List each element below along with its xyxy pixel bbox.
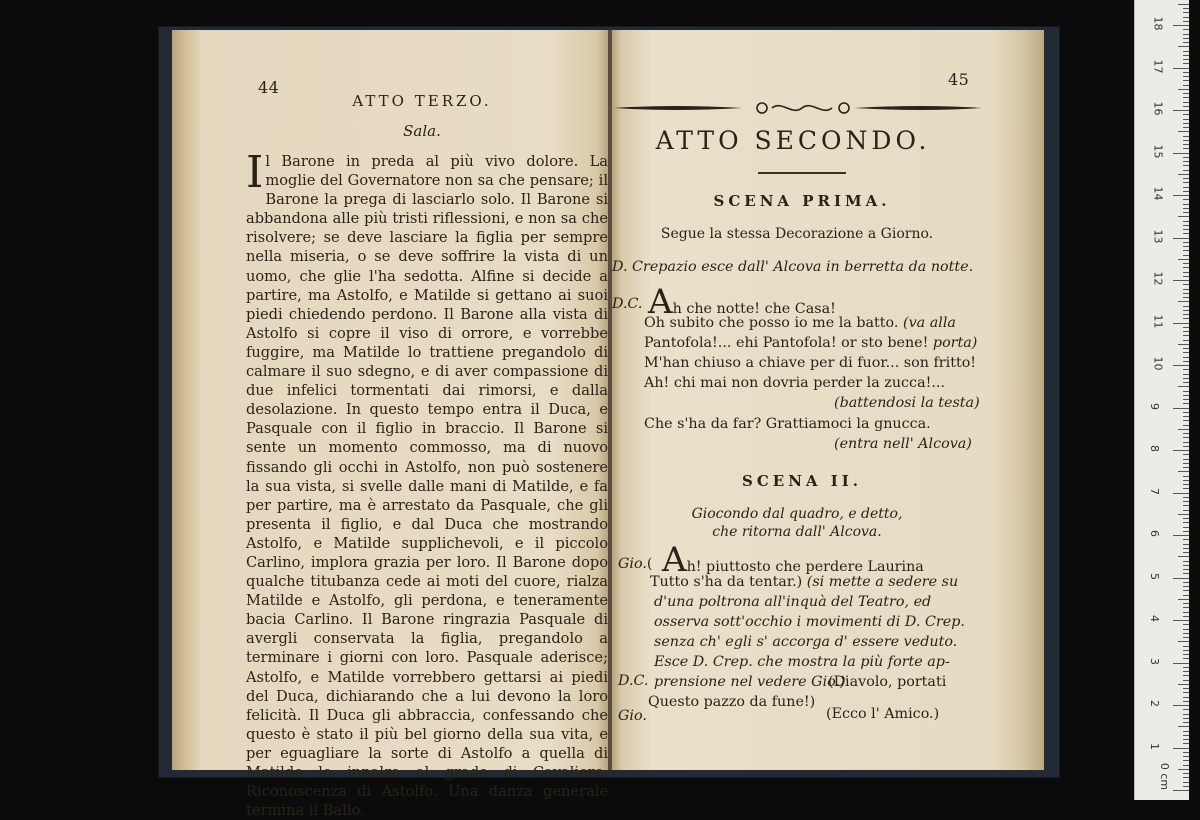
- dc-line-3-text: Pantofola!... ehi Pantofola! or sto bene!: [644, 335, 929, 351]
- ruler-tick: [1183, 144, 1189, 145]
- ruler-tick: [1183, 654, 1189, 655]
- dc-line-7: Che s'ha da far? Grattiamoci la gnucca.: [644, 416, 931, 432]
- ruler-tick: [1173, 153, 1189, 154]
- ruler-tick: [1183, 569, 1189, 570]
- dc-line-2-text: Oh subito che posso io me la batto.: [644, 315, 899, 331]
- ruler-tick: [1183, 246, 1189, 247]
- ruler-tick: [1183, 603, 1189, 604]
- measurement-ruler: [1134, 0, 1189, 800]
- ruler-tick: [1173, 493, 1189, 494]
- ruler-tick: [1183, 352, 1189, 353]
- ruler-tick: [1183, 607, 1189, 608]
- ruler-tick: [1178, 684, 1189, 685]
- page-number-left: 44: [258, 78, 280, 97]
- dc-line-5: Ah! chi mai non dovria perder la zucca!...: [644, 375, 945, 391]
- scene-stage-2b: che ritorna dall' Alcova.: [712, 524, 882, 540]
- ruler-tick: [1183, 314, 1189, 315]
- ruler-tick: [1183, 374, 1189, 375]
- ruler-tick: [1183, 306, 1189, 307]
- ruler-tick: [1183, 165, 1189, 166]
- ruler-tick: [1178, 599, 1189, 600]
- ruler-tick: [1183, 212, 1189, 213]
- ruler-tick: [1183, 391, 1189, 392]
- ruler-tick: [1183, 739, 1189, 740]
- ruler-tick: [1183, 573, 1189, 574]
- ruler-tick: [1183, 55, 1189, 56]
- ruler-tick: [1183, 735, 1189, 736]
- ruler-tick: [1183, 127, 1189, 128]
- ruler-tick: [1183, 633, 1189, 634]
- gio-direction-7: prensione nel vedere Gio.): [654, 674, 846, 690]
- title-rule: [758, 172, 846, 174]
- ruler-tick: [1183, 242, 1189, 243]
- ruler-tick: [1183, 531, 1189, 532]
- dc-line-1: [648, 282, 836, 322]
- ruler-tick: [1183, 412, 1189, 413]
- ruler-tick: [1183, 782, 1189, 783]
- ruler-label: 16: [1151, 101, 1165, 116]
- ruler-tick: [1183, 522, 1189, 523]
- ruler-tick: [1183, 123, 1189, 124]
- ruler-tick: [1178, 641, 1189, 642]
- speaker-dc-2: D.C.: [618, 673, 649, 689]
- ruler-label: 1: [1148, 742, 1161, 750]
- scene-stage-1: Segue la stessa Decorazione a Giorno.: [660, 226, 934, 242]
- ruler-tick: [1183, 731, 1189, 732]
- ruler-tick: [1183, 667, 1189, 668]
- ruler-tick: [1183, 284, 1189, 285]
- ruler-tick: [1183, 518, 1189, 519]
- ruler-tick: [1183, 348, 1189, 349]
- ruler-tick: [1183, 38, 1189, 39]
- ruler-tick: [1183, 178, 1189, 179]
- ruler-tick: [1173, 663, 1189, 664]
- ruler-tick: [1183, 72, 1189, 73]
- ruler-tick: [1173, 238, 1189, 239]
- ruler-tick: [1183, 63, 1189, 64]
- gio-drop-cap: A: [662, 540, 687, 580]
- ruler-tick: [1183, 229, 1189, 230]
- ruler-tick: [1183, 42, 1189, 43]
- ruler-tick: [1183, 29, 1189, 30]
- ruler-tick: [1183, 59, 1189, 60]
- left-page: [172, 30, 608, 820]
- ruler-tick: [1183, 505, 1189, 506]
- ruler-tick: [1183, 688, 1189, 689]
- ruler-tick: [1178, 769, 1189, 770]
- ruler-tick: [1183, 425, 1189, 426]
- ruler-tick: [1178, 174, 1189, 175]
- gio-line-1-text: h! piuttosto che perdere Laurina: [686, 559, 924, 575]
- ruler-label: 5: [1148, 572, 1161, 580]
- ruler-label: 17: [1151, 59, 1165, 73]
- speaker-gio-text: Gio.: [618, 556, 647, 572]
- ruler-tick: [1173, 25, 1189, 26]
- ruler-label: 11: [1151, 314, 1165, 328]
- ruler-tick: [1183, 17, 1189, 18]
- dc-line-4: M'han chiuso a chiave per di fuor... son fritto!: [644, 355, 977, 371]
- ruler-tick: [1183, 140, 1189, 141]
- stage-direction-1: D. Crepazio esce dall' Alcova in berretta da notte.: [612, 259, 974, 275]
- scene-heading-2: SCENA II.: [741, 472, 863, 490]
- ruler-tick: [1178, 259, 1189, 260]
- ornament-rule: [612, 98, 984, 118]
- ruler-tick: [1183, 612, 1189, 613]
- ruler-tick: [1183, 680, 1189, 681]
- ruler-tick: [1183, 106, 1189, 107]
- dc-line-2: [644, 315, 956, 331]
- ruler-tick: [1183, 204, 1189, 205]
- ruler-tick: [1183, 340, 1189, 341]
- ruler-tick: [1183, 722, 1189, 723]
- ruler-tick: [1183, 743, 1189, 744]
- gio-line-1: [662, 540, 924, 580]
- ruler-tick: [1178, 344, 1189, 345]
- ruler-tick: [1183, 51, 1189, 52]
- speaker-dc: D.C.: [612, 296, 643, 312]
- ruler-tick: [1183, 8, 1189, 9]
- ruler-tick: [1173, 280, 1189, 281]
- ruler-label: 2: [1148, 700, 1161, 707]
- ruler-tick: [1183, 310, 1189, 311]
- ruler-tick: [1183, 255, 1189, 256]
- ruler-tick: [1183, 433, 1189, 434]
- ruler-tick: [1183, 437, 1189, 438]
- open-book: [172, 30, 1044, 820]
- dc2-line-1: (Diavolo, portati: [828, 674, 947, 690]
- dc2-line-2: Questo pazzo da fune!): [648, 694, 816, 710]
- ruler-tick: [1183, 399, 1189, 400]
- ruler-tick: [1183, 777, 1189, 778]
- ruler-tick: [1183, 701, 1189, 702]
- ruler-label: 18: [1151, 16, 1165, 31]
- ruler-tick: [1183, 182, 1189, 183]
- act-title: ATTO SECONDO.: [655, 126, 931, 155]
- ruler-tick: [1183, 276, 1189, 277]
- ruler-tick: [1173, 535, 1189, 536]
- ruler-tick: [1183, 297, 1189, 298]
- ruler-tick: [1173, 365, 1189, 366]
- ballet-synopsis: [246, 147, 608, 820]
- ruler-tick: [1178, 556, 1189, 557]
- ruler-tick: [1183, 382, 1189, 383]
- ruler-tick: [1183, 637, 1189, 638]
- ruler-tick: [1183, 671, 1189, 672]
- page-number-right: 45: [948, 70, 970, 89]
- ruler-tick: [1183, 709, 1189, 710]
- ruler-tick: [1183, 361, 1189, 362]
- ruler-tick: [1183, 561, 1189, 562]
- ruler-tick: [1183, 318, 1189, 319]
- gio-direction-3: d'una poltrona all'inquà del Teatro, ed: [654, 594, 932, 610]
- ruler-tick: [1183, 369, 1189, 370]
- ruler-tick: [1183, 327, 1189, 328]
- ruler-tick: [1178, 386, 1189, 387]
- ruler-tick: [1178, 471, 1189, 472]
- ruler-tick: [1183, 484, 1189, 485]
- ruler-tick: [1183, 616, 1189, 617]
- ruler-tick: [1183, 199, 1189, 200]
- ruler-tick: [1183, 760, 1189, 761]
- ruler-tick: [1183, 595, 1189, 596]
- ruler-tick: [1183, 225, 1189, 226]
- ruler-tick: [1183, 756, 1189, 757]
- ruler-label: 8: [1148, 445, 1161, 452]
- ruler-label: 3: [1148, 657, 1161, 665]
- ruler-tick: [1183, 773, 1189, 774]
- ruler-tick: [1183, 539, 1189, 540]
- ruler-tick: [1183, 463, 1189, 464]
- ruler-tick: [1173, 705, 1189, 706]
- ruler-tick: [1183, 161, 1189, 162]
- ruler-tick: [1183, 12, 1189, 13]
- ruler-tick: [1183, 357, 1189, 358]
- ruler-tick: [1183, 331, 1189, 332]
- synopsis-text: l Barone in preda al più vivo dolore. La moglie del Governatore non sa che pensare; il Barone la prega di lasciarlo solo. Il Barone si abbandona alle più tristi riflessioni, e non sa che risolvere; se deve lasciare la figlia per sempre nella miseria, o se deve soffrire la vista di un uomo, che glie l'ha sedotta. Alfine si decide a partire, ma Astolfo, e Matilde si gettano ai suoi piedi chiedendo perdono. Il Barone alla vista di Astolfo si copre il viso di orrore, e vorrebbe fuggire, ma Matilde lo trattiene pregandolo di calmare il suo sdegno, e di aver compassione di due infelici tormentati dai rimorsi, e dalla desolazione. In questo tempo entra il Duca, e Pasquale con il figlio in braccio. Il Barone si sente un momento commosso, ma di nuovo fissando gli occhi in Astolfo, non può sostenere la sua vista, si svelle dalle mani di Matilde, e fa per partire, ma è arrestato da Pasquale, che gli presenta il figlio, e dal Duca che mostrando Astolfo, e Matilde supplichevoli, e il piccolo Carlino, implora grazia per loro. Il Barone dopo qualche titubanza cede ai moti del cuore, rialza Matilde e Astolfo, gli perdona, e teneramente bacia Carlino. Il Barone ringrazia Pasquale di avergli conservata la figlia, pregandolo a terminare i giorni con loro. Pasquale aderisce; Astolfo, e Matilde vorrebbero gettarsi ai piedi del Duca, dichiarando che a lui devono la loro felicità. Il Duca gli abbraccia, confessando che questo è stato il più bel giorno della sua vita, e per eguagliare la sorte di Astolfo a quella di Matilde lo innalza al grado di Cavaliere. Riconoscenza di Astolfo. Una danza generale termina il Ballo.: [246, 153, 608, 820]
- ruler-label: 0 cm: [1158, 762, 1172, 791]
- gio-direction-4: osserva sott'occhio i movimenti di D. Crep.: [654, 614, 965, 630]
- ruler-label: 12: [1151, 271, 1165, 286]
- ruler-label: 9: [1148, 402, 1161, 410]
- ruler-tick: [1183, 148, 1189, 149]
- ruler-tick: [1173, 68, 1189, 69]
- ruler-tick: [1183, 752, 1189, 753]
- ruler-tick: [1183, 85, 1189, 86]
- ruler-tick: [1178, 216, 1189, 217]
- right-page: [612, 30, 1044, 770]
- ruler-tick: [1183, 714, 1189, 715]
- ruler-tick: [1183, 675, 1189, 676]
- ruler-tick: [1183, 476, 1189, 477]
- ruler-tick: [1183, 97, 1189, 98]
- gio2-line: (Ecco l' Amico.): [826, 706, 940, 722]
- dc-line-1-text: h che notte! che Casa!: [672, 301, 836, 317]
- ruler-tick: [1178, 89, 1189, 90]
- dc-line-2-direction: (va alla: [903, 315, 956, 331]
- ruler-tick: [1183, 191, 1189, 192]
- ruler-tick: [1183, 221, 1189, 222]
- ruler-tick: [1173, 323, 1189, 324]
- ruler-label: 13: [1151, 229, 1165, 243]
- ruler-tick: [1183, 208, 1189, 209]
- ruler-label: 7: [1148, 487, 1161, 495]
- ruler-tick: [1183, 267, 1189, 268]
- ruler-tick: [1183, 21, 1189, 22]
- ruler-tick: [1183, 692, 1189, 693]
- ruler-tick: [1183, 446, 1189, 447]
- ruler-tick: [1183, 497, 1189, 498]
- gio-line-2: [650, 574, 958, 590]
- ruler-tick: [1173, 748, 1189, 749]
- ruler-tick: [1183, 586, 1189, 587]
- ruler-tick: [1183, 114, 1189, 115]
- ruler-tick: [1183, 765, 1189, 766]
- ruler-tick: [1183, 697, 1189, 698]
- dc-line-3: [644, 335, 977, 351]
- ruler-tick: [1183, 488, 1189, 489]
- ruler-tick: [1183, 590, 1189, 591]
- ruler-tick: [1183, 233, 1189, 234]
- ruler-tick: [1183, 80, 1189, 81]
- ruler-tick: [1183, 552, 1189, 553]
- scene-setting: Sala.: [403, 122, 441, 140]
- ruler-label: 14: [1151, 186, 1165, 201]
- ruler-tick: [1183, 454, 1189, 455]
- ruler-tick: [1183, 157, 1189, 158]
- ruler-tick: [1183, 289, 1189, 290]
- ruler-label: 10: [1151, 356, 1165, 371]
- ruler-tick: [1173, 790, 1189, 791]
- ruler-tick: [1183, 420, 1189, 421]
- ruler-label: 6: [1148, 530, 1161, 537]
- ruler-tick: [1183, 501, 1189, 502]
- ruler-tick: [1183, 102, 1189, 103]
- ruler-tick: [1178, 301, 1189, 302]
- ruler-tick: [1183, 378, 1189, 379]
- ruler-tick: [1178, 429, 1189, 430]
- ruler-tick: [1183, 786, 1189, 787]
- ruler-tick: [1173, 195, 1189, 196]
- ruler-tick: [1173, 450, 1189, 451]
- gio-direction-6: Esce D. Crep. che mostra la più forte ap-: [654, 654, 950, 670]
- gio-open-paren: (: [646, 556, 653, 572]
- ruler-tick: [1183, 263, 1189, 264]
- dc-line-3-direction: porta): [932, 335, 978, 351]
- ruler-tick: [1178, 131, 1189, 132]
- scene-heading-1: SCENA PRIMA.: [713, 192, 891, 210]
- ruler-tick: [1183, 565, 1189, 566]
- ruler-tick: [1183, 403, 1189, 404]
- ruler-tick: [1173, 620, 1189, 621]
- dc-direction-6: (battendosi la testa): [834, 395, 980, 411]
- ruler-tick: [1183, 510, 1189, 511]
- ruler-tick: [1183, 650, 1189, 651]
- ruler-tick: [1183, 527, 1189, 528]
- ruler-tick: [1183, 119, 1189, 120]
- speaker-gio-2: Gio.: [618, 708, 647, 724]
- ruler-tick: [1183, 93, 1189, 94]
- ruler-tick: [1183, 480, 1189, 481]
- gio-direction-5: senza ch' egli s' accorga d' essere veduto.: [654, 634, 958, 650]
- ruler-tick: [1183, 442, 1189, 443]
- dc-direction-8: (entra nell' Alcova): [834, 436, 972, 452]
- dc-drop-cap: A: [648, 282, 673, 322]
- ruler-tick: [1183, 76, 1189, 77]
- ruler-tick: [1183, 548, 1189, 549]
- speaker-gio: [618, 556, 652, 572]
- ruler-label: 4: [1148, 615, 1161, 622]
- drop-cap: I: [246, 147, 264, 198]
- ruler-tick: [1183, 272, 1189, 273]
- ruler-tick: [1183, 467, 1189, 468]
- ruler-tick: [1183, 459, 1189, 460]
- ruler-tick: [1173, 110, 1189, 111]
- ruler-tick: [1173, 408, 1189, 409]
- ruler-tick: [1183, 170, 1189, 171]
- ruler-tick: [1183, 250, 1189, 251]
- ruler-label: 15: [1151, 144, 1165, 158]
- ruler-tick: [1183, 187, 1189, 188]
- gio-line-2-direction: (si mette a sedere su: [806, 574, 959, 590]
- ruler-tick: [1173, 578, 1189, 579]
- ruler-tick: [1183, 293, 1189, 294]
- ruler-tick: [1183, 416, 1189, 417]
- ruler-tick: [1183, 582, 1189, 583]
- ruler-tick: [1183, 136, 1189, 137]
- ruler-tick: [1183, 624, 1189, 625]
- ruler-tick: [1178, 4, 1189, 5]
- ruler-tick: [1183, 629, 1189, 630]
- ruler-tick: [1183, 544, 1189, 545]
- ruler-tick: [1183, 34, 1189, 35]
- ruler-tick: [1178, 514, 1189, 515]
- ruler-tick: [1183, 658, 1189, 659]
- scene-stage-2a: Giocondo dal quadro, e detto,: [691, 506, 903, 522]
- ruler-tick: [1178, 726, 1189, 727]
- ruler-tick: [1183, 395, 1189, 396]
- running-head: ATTO TERZO.: [352, 92, 492, 110]
- gio-line-2-text: Tutto s'ha da tentar.): [650, 574, 803, 590]
- ruler-tick: [1183, 718, 1189, 719]
- ruler-tick: [1178, 46, 1189, 47]
- ruler-tick: [1183, 335, 1189, 336]
- ruler-tick: [1183, 646, 1189, 647]
